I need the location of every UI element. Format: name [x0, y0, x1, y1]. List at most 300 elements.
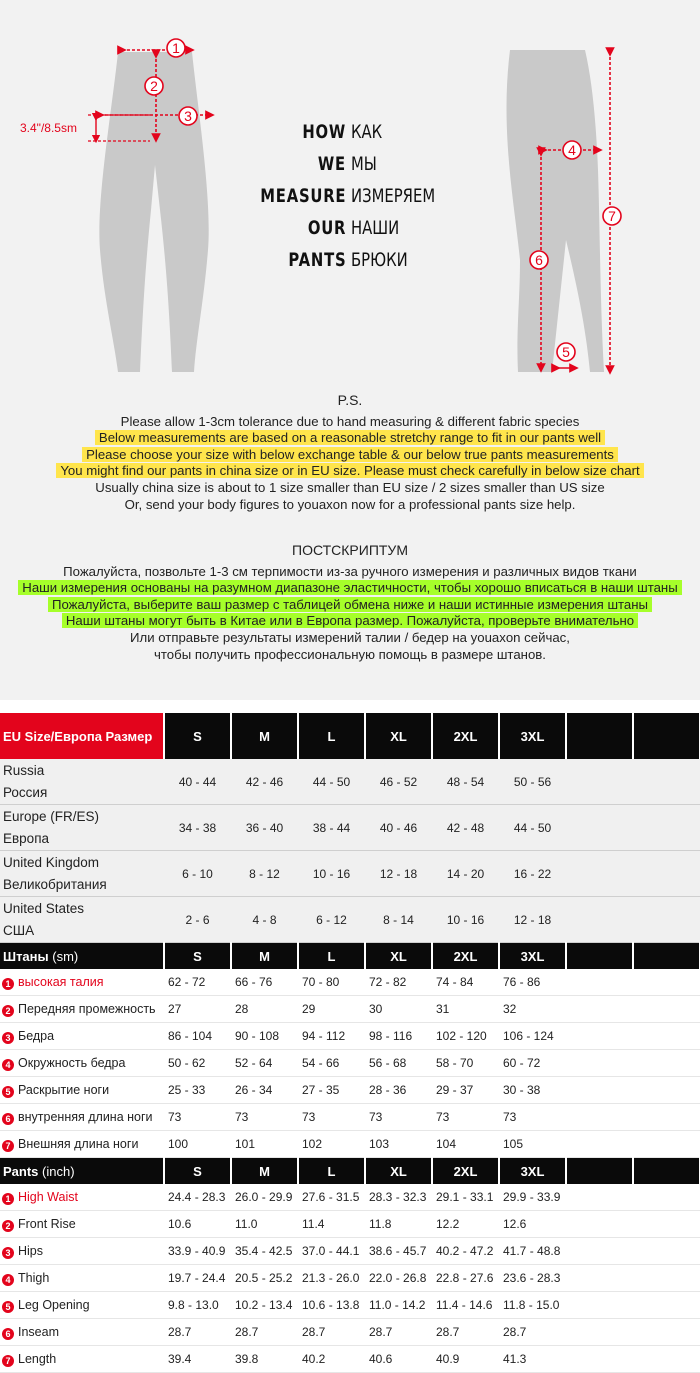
size-header-cell: L	[298, 943, 365, 970]
ps_ru-line: Наши штаны могут быть в Китае или в Европа размер. Пожалуйста, проверьте внимательно	[62, 613, 638, 628]
measure-value-cell: 33.9 - 40.9	[164, 1238, 231, 1265]
size-value-cell: 6 - 12	[298, 897, 365, 943]
inch-header-row	[0, 1158, 700, 1185]
ps_ru-line-row	[0, 630, 700, 647]
measure-value-cell: 40.9	[432, 1346, 499, 1373]
measure-value-cell: 29 - 37	[432, 1077, 499, 1104]
marker-5	[557, 343, 575, 361]
measure-value-cell: 73	[365, 1104, 432, 1131]
how-word-1: HOW	[302, 121, 346, 143]
measure-value-cell: 11.0 - 14.2	[365, 1292, 432, 1319]
blank-cell	[566, 1319, 633, 1346]
measure-value-cell: 35.4 - 42.5	[231, 1238, 298, 1265]
measure-value-cell: 29.9 - 33.9	[499, 1184, 566, 1211]
measure-value-cell: 12.2	[432, 1211, 499, 1238]
measure-value-cell: 28.3 - 32.3	[365, 1184, 432, 1211]
size-value-cell: 34 - 38	[164, 805, 231, 851]
size-value-cell: 44 - 50	[499, 805, 566, 851]
measure-value-cell: 104	[432, 1131, 499, 1158]
size-value-cell: 36 - 40	[231, 805, 298, 851]
front-leggings-shape	[99, 52, 208, 372]
ps-russian-title: ПОСТСКРИПТУМ	[292, 542, 408, 558]
section-unit: (sm)	[48, 948, 79, 964]
size-header-cell: XL	[365, 943, 432, 970]
measure-value-cell: 28.7	[298, 1319, 365, 1346]
cm-header-row-label	[0, 943, 164, 970]
ps-russian-lines	[0, 564, 700, 664]
blank-cell	[566, 1077, 633, 1104]
side-leggings-shape	[507, 50, 605, 372]
measure-value-cell: 28.7	[231, 1319, 298, 1346]
ps_en-line: Or, send your body figures to youaxon now for a professional pants size help.	[124, 496, 576, 512]
blank-cell	[566, 1346, 633, 1373]
ps_en-line-row	[0, 463, 700, 480]
table-row	[0, 851, 700, 897]
how-word-5: PANTS	[287, 249, 346, 271]
blank-cell	[566, 969, 633, 996]
measure-value-cell: 10.6 - 13.8	[298, 1292, 365, 1319]
measure-label	[0, 1319, 164, 1346]
tolerance-label: 3.4"/8.5sm	[20, 121, 77, 135]
blank-cell	[633, 1265, 700, 1292]
measure-value-cell: 11.8 - 15.0	[499, 1292, 566, 1319]
measure-value-cell: 73	[298, 1104, 365, 1131]
measure-value-cell: 37.0 - 44.1	[298, 1238, 365, 1265]
measure-value-cell: 105	[499, 1131, 566, 1158]
blank-header-cell	[566, 943, 633, 970]
ps_ru-line-row	[0, 597, 700, 614]
size-value-cell: 8 - 12	[231, 851, 298, 897]
number-badge-icon: 6	[2, 1328, 14, 1340]
size-header-label: EU Size/Европа Размер	[0, 713, 164, 759]
measure-value-cell: 101	[231, 1131, 298, 1158]
ps_en-line-row	[0, 414, 700, 431]
measure-value-cell: 102	[298, 1131, 365, 1158]
measure-value-cell: 32	[499, 996, 566, 1023]
measure-value-cell: 73	[164, 1104, 231, 1131]
number-badge-icon: 4	[2, 1059, 14, 1071]
ps_en-line: Please allow 1-3cm tolerance due to hand measuring & different fabric species	[120, 413, 580, 429]
table-row	[0, 1211, 700, 1238]
marker-7	[603, 207, 621, 225]
measure-value-cell: 56 - 68	[365, 1050, 432, 1077]
measure-value-cell: 27 - 35	[298, 1077, 365, 1104]
measure-value-cell: 58 - 70	[432, 1050, 499, 1077]
measure-value-cell: 29.1 - 33.1	[432, 1184, 499, 1211]
size-header-cell: XL	[365, 1158, 432, 1185]
measure-value-cell: 11.4	[298, 1211, 365, 1238]
ps_ru-line: Или отправьте результаты измерений талии / бедер на youaxon сейчас,	[130, 629, 570, 645]
ps_ru-line: Пожалуйста, позвольте 1-3 см терпимости из-за ручного измерения и различных видов ткани	[63, 563, 637, 579]
how-word-ru-3: ИЗМЕРЯЕМ	[351, 185, 436, 207]
measure-value-cell: 41.7 - 48.8	[499, 1238, 566, 1265]
ps_ru-line-row	[0, 580, 700, 597]
table-row	[0, 1050, 700, 1077]
measure-label	[0, 1346, 164, 1373]
measure-value-cell: 30 - 38	[499, 1077, 566, 1104]
measure-value-cell: 62 - 72	[164, 969, 231, 996]
blank-cell	[633, 1077, 700, 1104]
blank-cell	[566, 1292, 633, 1319]
table-row	[0, 1346, 700, 1373]
measure-value-cell: 28.7	[432, 1319, 499, 1346]
blank-cell	[566, 1238, 633, 1265]
ps_en-line: Please choose your size with below exchange table & our below true pants measurements	[82, 447, 618, 462]
size-value-cell: 6 - 10	[164, 851, 231, 897]
measure-value-cell: 26.0 - 29.9	[231, 1184, 298, 1211]
measure-name: Бедра	[18, 1028, 55, 1043]
size-value-cell: 48 - 54	[432, 759, 499, 805]
country-name-en: United States	[3, 900, 85, 916]
inch-header-row-label	[0, 1158, 164, 1185]
size-header-cell: L	[298, 713, 365, 759]
blank-header-cell	[633, 1158, 700, 1185]
measure-value-cell: 70 - 80	[298, 969, 365, 996]
measure-label	[0, 969, 164, 996]
measure-value-cell: 94 - 112	[298, 1023, 365, 1050]
country-name-ru: Россия	[3, 784, 48, 800]
size-value-cell: 12 - 18	[365, 851, 432, 897]
measure-label	[0, 1265, 164, 1292]
measure-value-cell: 11.4 - 14.6	[432, 1292, 499, 1319]
size-header-cell: 3XL	[499, 943, 566, 970]
measure-value-cell: 9.8 - 13.0	[164, 1292, 231, 1319]
measure-name: Thigh	[18, 1270, 50, 1285]
number-badge-icon: 7	[2, 1355, 14, 1367]
country-label	[0, 851, 164, 897]
blank-header-cell	[566, 713, 633, 759]
blank-cell	[566, 996, 633, 1023]
marker-6	[530, 251, 548, 269]
blank-header-cell	[633, 943, 700, 970]
ps_en-line: Usually china size is about to 1 size smaller than EU size / 2 sizes smaller than US size	[95, 479, 605, 495]
svg-text:6: 6	[535, 252, 543, 268]
number-badge-icon: 3	[2, 1247, 14, 1259]
table-row	[0, 1023, 700, 1050]
country-name-en: Europe (FR/ES)	[3, 808, 100, 824]
blank-cell	[633, 1319, 700, 1346]
ps-russian	[0, 542, 700, 663]
blank-cell	[566, 1104, 633, 1131]
measure-label	[0, 1077, 164, 1104]
how-word-ru-2: МЫ	[351, 153, 377, 175]
measure-name: высокая талия	[18, 974, 104, 989]
size-header-cell: 2XL	[432, 713, 499, 759]
country-name-en: United Kingdom	[3, 854, 100, 870]
blank-cell	[633, 851, 700, 897]
measure-value-cell: 22.8 - 27.6	[432, 1265, 499, 1292]
country-name-ru: Европа	[3, 830, 50, 846]
number-badge-icon: 2	[2, 1220, 14, 1232]
ps-english	[0, 392, 700, 513]
measure-value-cell: 50 - 62	[164, 1050, 231, 1077]
measure-value-cell: 66 - 76	[231, 969, 298, 996]
measure-value-cell: 28.7	[365, 1319, 432, 1346]
size-value-cell: 4 - 8	[231, 897, 298, 943]
ps_ru-line: Пожалуйста, выберите ваш размер с таблицей обмена ниже и наши истинные измерения штаны	[48, 597, 652, 612]
size-value-cell: 42 - 46	[231, 759, 298, 805]
measure-value-cell: 40.6	[365, 1346, 432, 1373]
cm-header-row	[0, 943, 700, 970]
measure-value-cell: 90 - 108	[231, 1023, 298, 1050]
size-header-cell: 3XL	[499, 1158, 566, 1185]
measure-value-cell: 40.2	[298, 1346, 365, 1373]
ps-english-title: P.S.	[337, 392, 363, 408]
measure-value-cell: 60 - 72	[499, 1050, 566, 1077]
blank-cell	[566, 1184, 633, 1211]
how-word-ru-1: КАК	[351, 121, 383, 143]
how-word-ru-5: БРЮКИ	[351, 249, 408, 271]
number-badge-icon: 2	[2, 1005, 14, 1017]
ps_en-line-row	[0, 447, 700, 464]
ps_en-line: Below measurements are based on a reasonable stretchy range to fit in our pants well	[95, 430, 605, 445]
ps_en-line-row	[0, 430, 700, 447]
measure-value-cell: 25 - 33	[164, 1077, 231, 1104]
measure-value-cell: 31	[432, 996, 499, 1023]
measure-value-cell: 52 - 64	[231, 1050, 298, 1077]
blank-cell	[566, 897, 633, 943]
measure-name: Hips	[18, 1243, 44, 1258]
ps_en-line: You might find our pants in china size or in EU size. Please must check carefully in below size chart	[56, 463, 643, 478]
size-header-row	[0, 713, 700, 759]
measure-value-cell: 27	[164, 996, 231, 1023]
how-word-2: WE	[317, 153, 346, 175]
size-value-cell: 38 - 44	[298, 805, 365, 851]
blank-cell	[633, 1211, 700, 1238]
table-row	[0, 1131, 700, 1158]
blank-cell	[633, 897, 700, 943]
ps_ru-line: Наши измерения основаны на разумном диапазоне эластичности, чтобы хорошо вписаться в наши штаны	[18, 580, 681, 595]
blank-cell	[633, 1131, 700, 1158]
number-badge-icon: 1	[2, 1193, 14, 1205]
size-header-cell: S	[164, 713, 231, 759]
size-header-cell: 2XL	[432, 943, 499, 970]
measure-value-cell: 28 - 36	[365, 1077, 432, 1104]
section-title: Штаны	[3, 948, 49, 964]
measure-value-cell: 28.7	[499, 1319, 566, 1346]
measure-value-cell: 54 - 66	[298, 1050, 365, 1077]
measure-value-cell: 23.6 - 28.3	[499, 1265, 566, 1292]
country-label	[0, 759, 164, 805]
blank-cell	[633, 1238, 700, 1265]
measure-value-cell: 72 - 82	[365, 969, 432, 996]
measure-label	[0, 1211, 164, 1238]
blank-cell	[566, 851, 633, 897]
measure-value-cell: 41.3	[499, 1346, 566, 1373]
measure-name: Length	[18, 1351, 57, 1366]
size-value-cell: 50 - 56	[499, 759, 566, 805]
size-value-cell: 10 - 16	[432, 897, 499, 943]
measure-value-cell: 76 - 86	[499, 969, 566, 996]
ps_en-line-row	[0, 497, 700, 514]
size-value-cell: 44 - 50	[298, 759, 365, 805]
measure-value-cell: 102 - 120	[432, 1023, 499, 1050]
measure-label	[0, 1104, 164, 1131]
size-chart	[0, 713, 700, 1373]
svg-text:1: 1	[172, 40, 180, 56]
measure-name: Окружность бедра	[18, 1055, 126, 1070]
ps_ru-line: чтобы получить профессиональную помощь в размере штанов.	[154, 646, 546, 662]
svg-text:2: 2	[150, 78, 158, 94]
measure-value-cell: 26 - 34	[231, 1077, 298, 1104]
blank-cell	[566, 805, 633, 851]
measure-name: Leg Opening	[18, 1297, 90, 1312]
measure-value-cell: 20.5 - 25.2	[231, 1265, 298, 1292]
blank-cell	[566, 1050, 633, 1077]
marker-3	[179, 107, 197, 125]
measure-value-cell: 103	[365, 1131, 432, 1158]
table-row	[0, 805, 700, 851]
measure-value-cell: 38.6 - 45.7	[365, 1238, 432, 1265]
table-row	[0, 759, 700, 805]
size-value-cell: 42 - 48	[432, 805, 499, 851]
size-header-cell: S	[164, 943, 231, 970]
number-badge-icon: 7	[2, 1140, 14, 1152]
size-header-cell: M	[231, 713, 298, 759]
measure-name: Front Rise	[18, 1216, 76, 1231]
blank-header-cell	[633, 713, 700, 759]
size-value-cell: 8 - 14	[365, 897, 432, 943]
measure-value-cell: 100	[164, 1131, 231, 1158]
section-title: Pants	[3, 1163, 39, 1179]
size-value-cell: 46 - 52	[365, 759, 432, 805]
table-row	[0, 1265, 700, 1292]
table-row	[0, 1077, 700, 1104]
how-word-ru-4: НАШИ	[351, 217, 400, 239]
measure-value-cell: 40.2 - 47.2	[432, 1238, 499, 1265]
measure-value-cell: 21.3 - 26.0	[298, 1265, 365, 1292]
svg-text:4: 4	[568, 142, 576, 158]
measure-label	[0, 996, 164, 1023]
measure-value-cell: 39.8	[231, 1346, 298, 1373]
size-value-cell: 12 - 18	[499, 897, 566, 943]
measure-name: внутренняя длина ноги	[18, 1109, 153, 1124]
number-badge-icon: 5	[2, 1301, 14, 1313]
svg-text:7: 7	[608, 208, 616, 224]
blank-cell	[566, 1211, 633, 1238]
country-label	[0, 805, 164, 851]
marker-4	[563, 141, 581, 159]
number-badge-icon: 6	[2, 1113, 14, 1125]
country-label	[0, 897, 164, 943]
number-badge-icon: 4	[2, 1274, 14, 1286]
country-name-en: Russia	[3, 762, 45, 778]
measure-value-cell: 11.8	[365, 1211, 432, 1238]
section-unit: (inch)	[38, 1163, 75, 1179]
measure-value-cell: 74 - 84	[432, 969, 499, 996]
marker-1	[167, 39, 185, 57]
size-header-cell: M	[231, 1158, 298, 1185]
measure-value-cell: 39.4	[164, 1346, 231, 1373]
ps-english-lines	[0, 414, 700, 514]
measure-value-cell: 73	[231, 1104, 298, 1131]
size-value-cell: 16 - 22	[499, 851, 566, 897]
how-word-3: MEASURE	[259, 185, 346, 207]
size-value-cell: 40 - 46	[365, 805, 432, 851]
blank-cell	[633, 1184, 700, 1211]
measure-name: Внешняя длина ноги	[18, 1136, 139, 1151]
blank-cell	[633, 1023, 700, 1050]
blank-cell	[566, 1131, 633, 1158]
how-word-4: OUR	[307, 217, 346, 239]
measure-name: Inseam	[18, 1324, 59, 1339]
measure-label	[0, 1292, 164, 1319]
size-value-cell: 14 - 20	[432, 851, 499, 897]
ps_ru-line-row	[0, 564, 700, 581]
measure-value-cell: 98 - 116	[365, 1023, 432, 1050]
size-value-cell: 2 - 6	[164, 897, 231, 943]
measure-name: Раскрытие ноги	[18, 1082, 110, 1097]
blank-cell	[633, 1104, 700, 1131]
blank-header-cell	[566, 1158, 633, 1185]
measure-name: Передняя промежность	[18, 1001, 156, 1016]
measure-label	[0, 1238, 164, 1265]
measure-value-cell: 29	[298, 996, 365, 1023]
measure-value-cell: 73	[432, 1104, 499, 1131]
size-header-cell: S	[164, 1158, 231, 1185]
blank-cell	[566, 1265, 633, 1292]
measure-value-cell: 106 - 124	[499, 1023, 566, 1050]
measure-value-cell: 19.7 - 24.4	[164, 1265, 231, 1292]
country-name-ru: Великобритания	[3, 876, 107, 892]
table-row	[0, 996, 700, 1023]
measure-value-cell: 86 - 104	[164, 1023, 231, 1050]
measure-value-cell: 12.6	[499, 1211, 566, 1238]
measure-value-cell: 27.6 - 31.5	[298, 1184, 365, 1211]
measure-value-cell: 24.4 - 28.3	[164, 1184, 231, 1211]
measure-value-cell: 11.0	[231, 1211, 298, 1238]
blank-cell	[633, 996, 700, 1023]
measure-value-cell: 30	[365, 996, 432, 1023]
size-header-cell: 3XL	[499, 713, 566, 759]
table-row	[0, 1319, 700, 1346]
ps_ru-line-row	[0, 613, 700, 630]
measure-value-cell: 22.0 - 26.8	[365, 1265, 432, 1292]
size-value-cell: 10 - 16	[298, 851, 365, 897]
ps_en-line-row	[0, 480, 700, 497]
ps_ru-line-row	[0, 647, 700, 664]
blank-cell	[633, 969, 700, 996]
size-header-cell: L	[298, 1158, 365, 1185]
number-badge-icon: 3	[2, 1032, 14, 1044]
measure-label	[0, 1050, 164, 1077]
svg-text:3: 3	[184, 108, 192, 124]
blank-cell	[566, 759, 633, 805]
blank-cell	[633, 759, 700, 805]
size-header-cell: 2XL	[432, 1158, 499, 1185]
measure-value-cell: 10.2 - 13.4	[231, 1292, 298, 1319]
number-badge-icon: 5	[2, 1086, 14, 1098]
table-row	[0, 1104, 700, 1131]
table-row	[0, 1238, 700, 1265]
size-value-cell: 40 - 44	[164, 759, 231, 805]
table-row	[0, 897, 700, 943]
measure-value-cell: 28.7	[164, 1319, 231, 1346]
size-header-cell: XL	[365, 713, 432, 759]
how-we-measure-block	[259, 116, 440, 281]
measure-value-cell: 28	[231, 996, 298, 1023]
measure-label	[0, 1131, 164, 1158]
blank-cell	[633, 1050, 700, 1077]
measure-label	[0, 1023, 164, 1050]
measure-label	[0, 1184, 164, 1211]
marker-2	[145, 77, 163, 95]
size-header-cell: M	[231, 943, 298, 970]
blank-cell	[633, 1292, 700, 1319]
table-row	[0, 1184, 700, 1211]
measure-value-cell: 73	[499, 1104, 566, 1131]
table-row	[0, 969, 700, 996]
